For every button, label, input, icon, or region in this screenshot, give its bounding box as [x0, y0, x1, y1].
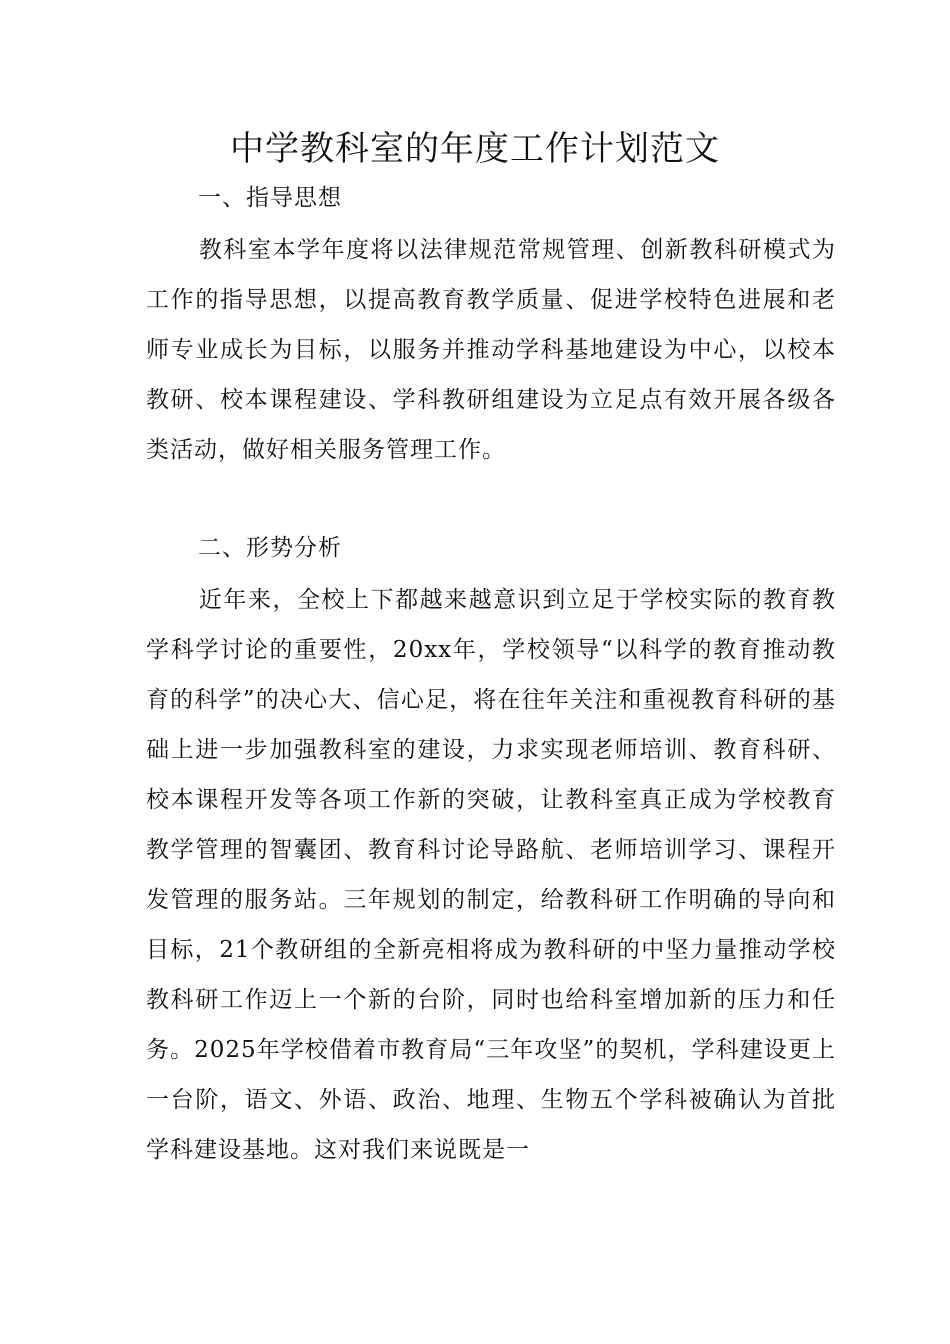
- document-title: 中学教科室的年度工作计划范文: [230, 129, 720, 169]
- section-paragraph-situation-analysis: 近年来，全校上下都越来越意识到立足于学校实际的教育教学科学讨论的重要性，20xx年，学校领导“以科学的教育推动教育的科学”的决心大、信心足，将在往年关注和重视教育科研的基础上进一步加强教科室的建设，力求实现老师培训、教育科研、校本课程开发等各项工作新的突破，让教科室真正成为学校教育教学管理的智囊团、教育科讨论导路航、老师培训学习、课程开发管理的服务站。三年规划的制定，给教科研工作明确的导向和目标，21个教研组的全新亮相将成为教科研的中坚力量推动学校教科研工作迈上一个新的台阶，同时也给科室增加新的压力和任务。2025年学校借着市教育局“三年攻坚”的契机，学科建设更上一台阶，语文、外语、政治、地理、生物五个学科被确认为首批学科建设基地。这对我们来说既是一: [146, 587, 836, 1163]
- section-heading-guiding-ideology: 一、指导思想: [198, 185, 342, 211]
- section-paragraph-guiding-ideology: 教科室本学年度将以法律规范常规管理、创新教科研模式为工作的指导思想，以提高教育教学质量、促进学校特色进展和老师专业成长为目标，以服务并推动学科基地建设为中心，以校本教研、校本课程建设、学科教研组建设为立足点有效开展各级各类活动，做好相关服务管理工作。: [146, 237, 836, 463]
- section-heading-situation-analysis: 二、形势分析: [198, 535, 342, 561]
